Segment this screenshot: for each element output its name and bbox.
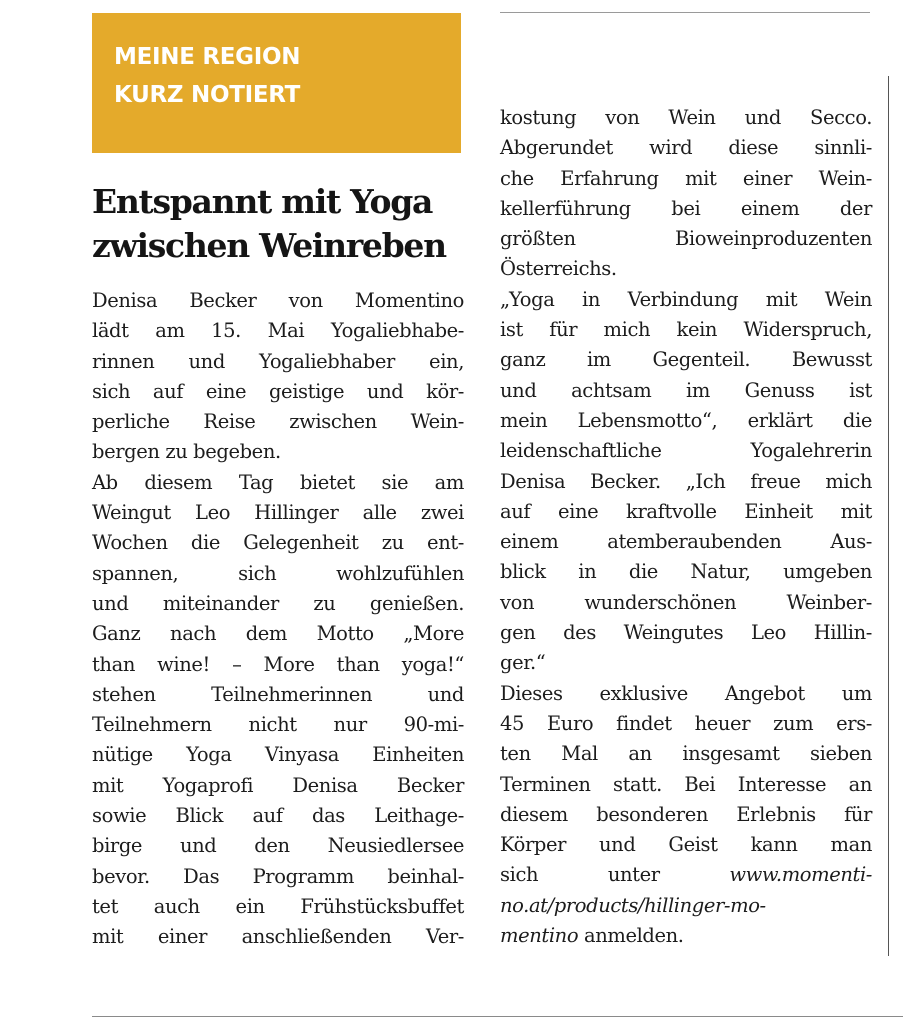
text-line: Teilnehmern nicht nur 90-mi- — [92, 713, 464, 737]
top-rule — [500, 12, 870, 13]
text-line: Ab diesem Tag bietet sie am — [92, 470, 464, 494]
text-line: rinnen und Yogaliebhaber ein, — [92, 349, 464, 373]
text-line: lädt am 15. Mai Yogaliebhabe- — [92, 319, 464, 343]
text-line-url-end — [500, 921, 872, 951]
text-line: und miteinander zu genießen. — [92, 591, 464, 615]
text-line: Terminen statt. Bei Interesse an — [500, 772, 872, 796]
text-line: „Yoga in Verbindung mit Wein — [500, 287, 872, 311]
article-column-right — [500, 103, 872, 951]
text-line: than wine! – More than yoga!“ — [92, 652, 464, 676]
text-line: Ganz nach dem Motto „More — [92, 622, 464, 646]
text-line: Wochen die Gelegenheit zu ent- — [92, 531, 464, 555]
text-line: che Erfahrung mit einer Wein- — [500, 166, 872, 190]
text-line: sowie Blick auf das Leithage- — [92, 804, 464, 828]
text-line: ger.“ — [500, 651, 546, 675]
text-line: einem atemberaubenden Aus- — [500, 530, 872, 554]
text-line: nütige Yoga Vinyasa Einheiten — [92, 743, 464, 767]
text-line: Abgerundet wird diese sinnli- — [500, 136, 872, 160]
text-line: stehen Teilnehmerinnen und — [92, 682, 464, 706]
text-fragment: sich unter — [500, 863, 660, 887]
headline-line: Entspannt mit Yoga — [92, 182, 433, 221]
text-line: leidenschaftliche Yogalehrerin — [500, 439, 872, 463]
text-line: mit Yogaprofi Denisa Becker — [92, 773, 464, 797]
text-line: gen des Weingutes Leo Hillin- — [500, 621, 872, 645]
text-line: bergen zu begeben. — [92, 440, 281, 464]
text-line: mein Lebensmotto“, erklärt die — [500, 408, 872, 432]
text-line: und achtsam im Genuss ist — [500, 378, 872, 402]
text-line: blick in die Natur, umgeben — [500, 560, 872, 584]
text-line: sich auf eine geistige und kör- — [92, 379, 464, 403]
text-line-url — [500, 891, 872, 921]
text-line: 45 Euro findet heuer zum ers- — [500, 711, 872, 735]
text-line: mit einer anschließenden Ver- — [92, 925, 464, 949]
section-label-line: MEINE REGION — [114, 44, 301, 70]
text-line-url-intro — [500, 860, 872, 890]
website-link[interactable]: www.momenti- — [729, 863, 872, 887]
text-line: auf eine kraftvolle Einheit mit — [500, 499, 872, 523]
bottom-rule — [92, 1016, 903, 1017]
text-line: Denisa Becker von Momentino — [92, 289, 464, 312]
section-label-box — [92, 13, 461, 153]
text-line: ganz im Gegenteil. Bewusst — [500, 348, 872, 372]
text-line: Österreichs. — [500, 257, 617, 281]
text-line: spannen, sich wohlzufühlen — [92, 561, 464, 585]
text-line: ten Mal an insgesamt sieben — [500, 742, 872, 766]
text-line: von wunderschönen Weinber- — [500, 590, 872, 614]
headline-line: zwischen Weinreben — [92, 226, 446, 265]
website-link[interactable]: no.at/products/hillinger-mo- — [500, 893, 766, 917]
text-line: perliche Reise zwischen Wein- — [92, 410, 464, 434]
text-line: kellerführung bei einem der — [500, 196, 872, 220]
text-line: größten Bioweinproduzenten — [500, 227, 872, 251]
text-line: bevor. Das Programm beinhal- — [92, 864, 464, 888]
text-line: Denisa Becker. „Ich freue mich — [500, 469, 872, 493]
text-line: Körper und Geist kann man — [500, 833, 872, 857]
text-line: tet auch ein Frühstücksbuffet — [92, 894, 464, 918]
text-line: Dieses exklusive Angebot um — [500, 681, 872, 705]
column-divider — [888, 76, 889, 956]
section-label-line: KURZ NOTIERT — [114, 82, 301, 108]
text-line: Weingut Leo Hillinger alle zwei — [92, 501, 464, 525]
text-line: birge und den Neusiedlersee — [92, 834, 464, 858]
article-column-left — [92, 286, 464, 953]
text-fragment: anmelden. — [578, 924, 684, 948]
article-headline — [92, 180, 472, 268]
website-link[interactable]: mentino — [500, 924, 579, 948]
text-line: ist für mich kein Widerspruch, — [500, 318, 872, 342]
text-line: kostung von Wein und Secco. — [500, 106, 872, 129]
text-line: diesem besonderen Erlebnis für — [500, 802, 872, 826]
